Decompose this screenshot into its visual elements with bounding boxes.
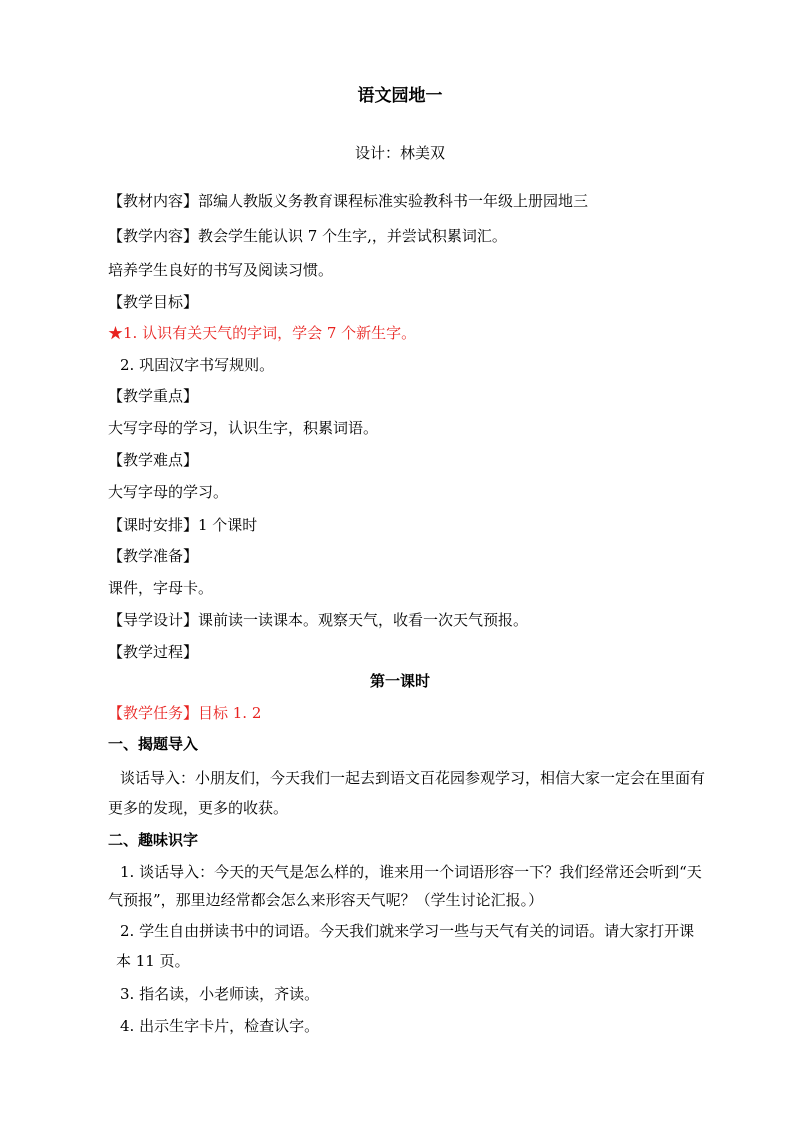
section-1-heading: 一、揭题导入 [108, 735, 199, 753]
document-title: 语文园地一 [357, 86, 443, 106]
star-icon: ★ [108, 324, 124, 342]
schedule-line: 【课时安排】1 个课时 [108, 516, 258, 534]
process-heading: 【教学过程】 [108, 643, 199, 661]
textbook-content-line: 【教材内容】部编人教版义务教育课程标准实验教科书一年级上册园地三 [108, 192, 589, 210]
section-2-heading: 二、趣味识字 [108, 831, 199, 849]
guided-design-line: 【导学设计】课前读一读课本。观察天气，收看一次天气预报。 [108, 611, 529, 629]
goal-1-line [108, 323, 416, 343]
key-points-text: 大写字母的学习，认识生字，积累词语。 [108, 419, 379, 437]
teaching-content-line: 【教学内容】教会学生能认识 7 个生字,，并尝试积累词汇。 [108, 227, 507, 245]
goal-2-line: 2. 巩固汉字书写规则。 [120, 356, 275, 374]
designer-line: 设计：林美双 [354, 144, 445, 162]
step-4-line: 4. 出示生字卡片，检查认字。 [120, 1017, 320, 1035]
teaching-task-line: 【教学任务】目标 1. 2 [108, 704, 262, 722]
section-1-text-line-2: 更多的发现，更多的收获。 [108, 799, 289, 817]
first-lesson-heading: 第一课时 [369, 672, 430, 690]
goal-1-text: 1. 认识有关天气的字词，学会 7 个新生字。 [123, 324, 417, 342]
section-1-text-line-1: 谈话导入：小朋友们，今天我们一起去到语文百花园参观学习，相信大家一定会在里面有 [120, 769, 706, 787]
key-points-heading: 【教学重点】 [108, 387, 199, 405]
step-2-line-2: 本 11 页。 [116, 952, 190, 970]
habit-line: 培养学生良好的书写及阅读习惯。 [108, 261, 334, 279]
preparation-heading: 【教学准备】 [108, 547, 199, 565]
step-1-line-1: 1. 谈话导入：今天的天气是怎么样的，谁来用一个词语形容一下？我们经常还会听到“天 [120, 863, 702, 881]
step-1-line-2: 气预报”，那里边经常都会怎么来形容天气呢？（学生讨论汇报。） [108, 891, 544, 909]
teaching-goals-heading: 【教学目标】 [108, 293, 199, 311]
step-2-line-1: 2. 学生自由拼读书中的词语。今天我们就来学习一些与天气有关的词语。请大家打开课 [120, 922, 695, 940]
preparation-text: 课件，字母卡。 [108, 579, 214, 597]
step-3-line: 3. 指名读，小老师读，齐读。 [120, 985, 320, 1003]
difficulties-text: 大写字母的学习。 [108, 483, 229, 501]
difficulties-heading: 【教学难点】 [108, 451, 199, 469]
